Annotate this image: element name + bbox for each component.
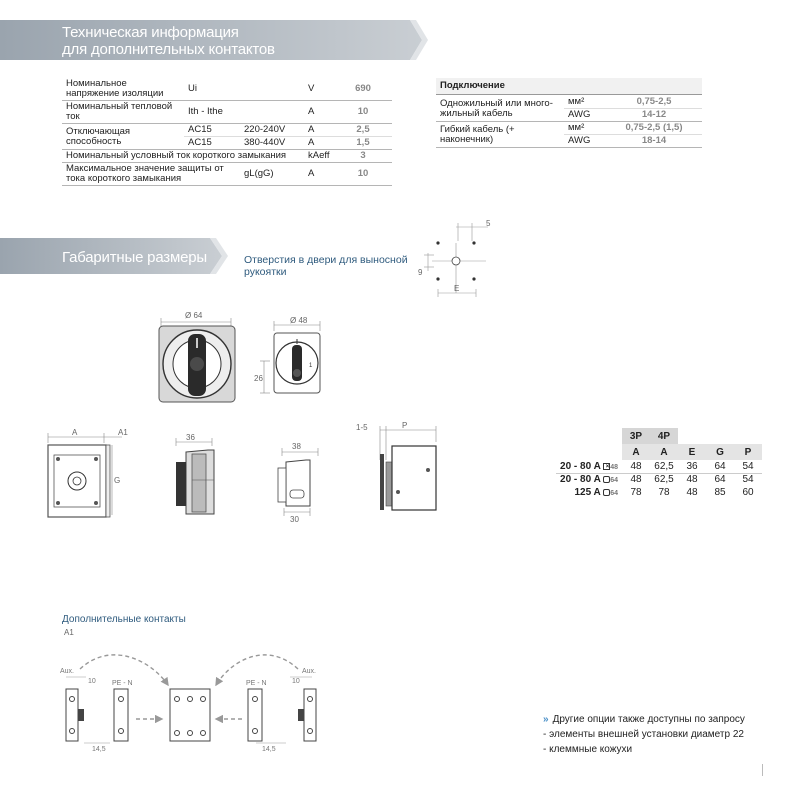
col-a-3p: A [632, 446, 640, 458]
aux-a1: A1 [64, 628, 74, 637]
label-w30: 30 [290, 515, 299, 523]
table-row [436, 122, 702, 135]
label-a1: A1 [118, 428, 128, 437]
door-hole-drawing [410, 215, 500, 300]
conn-value: 18-14 [606, 135, 702, 148]
hole-label-5: 5 [486, 219, 491, 228]
size-mark-icon: × [603, 463, 610, 470]
label-d64: Ø 64 [185, 311, 203, 320]
spec-unit: V [304, 78, 334, 101]
cell: 48 [686, 474, 698, 486]
spec-value: 3 [334, 150, 392, 163]
dims-title: Габаритные размеры [62, 249, 207, 266]
group-header-4p: 4P [650, 428, 678, 444]
tech-info-banner [0, 20, 430, 64]
dims-banner [0, 238, 230, 282]
size-label: 64 [610, 477, 618, 485]
spec-value: 10 [334, 163, 392, 186]
table-row [62, 163, 392, 186]
cell: 64 [714, 474, 726, 486]
dimension-table [556, 428, 762, 499]
cell: 36 [686, 460, 698, 472]
tech-title-line2: для дополнительных контактов [62, 41, 275, 58]
spec-symbol: Ith - Ithe [184, 101, 240, 124]
table-row [556, 473, 762, 486]
conn-unit: мм² [564, 122, 606, 135]
spec-unit: A [304, 124, 334, 137]
cell: 62,5 [654, 474, 674, 486]
conn-unit: мм² [564, 96, 606, 109]
aux-label-left: Aux. [60, 668, 75, 675]
row-label: 20 - 80 A [560, 474, 601, 486]
aux-label-right: Aux. [302, 668, 317, 675]
mark-one: 1 [309, 363, 313, 369]
row-label: 20 - 80 A [560, 460, 601, 472]
spec-cond [240, 101, 304, 124]
spec-label: Отключающая способность [62, 124, 184, 150]
note-line-3: - клеммные кожухи [543, 744, 633, 755]
label-g: G [114, 476, 121, 485]
table-row [556, 444, 762, 460]
hole-caption-2: рукоятки [244, 266, 287, 278]
conn-value: 0,75-2,5 [606, 96, 702, 109]
conn-unit: AWG [564, 109, 606, 122]
pen-label-left: PE - N [112, 680, 133, 687]
label-a: A [72, 428, 78, 437]
row-name [556, 460, 622, 473]
col-e: E [688, 446, 696, 458]
spec-symbol: AC15 [184, 124, 240, 137]
note-line-2: - элементы внешней установки диаметр 22 [543, 729, 744, 740]
cell: 64 [714, 460, 726, 472]
cell: 62,5 [654, 460, 674, 472]
row-name [556, 486, 622, 499]
aux-title: Дополнительные контакты [62, 614, 186, 625]
size-label: 48 [610, 463, 618, 471]
pen-label-right: PE - N [246, 680, 267, 687]
table-row [62, 150, 392, 163]
cell: 85 [714, 487, 726, 498]
group-header-3p: 3P [622, 428, 650, 444]
table-row [62, 78, 392, 101]
ten-left: 10 [88, 678, 96, 685]
table-row [556, 428, 762, 444]
front-view-64 [155, 308, 245, 403]
table-row [62, 101, 392, 124]
connection-title: Подключение [436, 78, 702, 95]
cell: 60 [742, 487, 754, 498]
cell: 48 [630, 460, 642, 472]
label-h26: 26 [254, 374, 263, 383]
label-w36: 36 [186, 433, 195, 442]
spec-symbol: AC15 [184, 137, 240, 150]
side-mount-view [350, 420, 445, 520]
spec-unit: A [304, 163, 334, 186]
ten-right: 10 [292, 678, 300, 685]
cell: 48 [630, 474, 642, 486]
label-r15: 1-5 [356, 423, 368, 432]
fourteen-left: 14,5 [92, 746, 106, 753]
table-row [556, 486, 762, 499]
hole-label-9: 9 [418, 268, 423, 277]
chevron-right-icon: » [543, 714, 549, 725]
side-view-64 [170, 430, 230, 520]
table-row [62, 124, 392, 137]
conn-value: 14-12 [606, 109, 702, 122]
spec-value: 690 [334, 78, 392, 101]
switch-body-front [40, 425, 140, 520]
side-view-48 [270, 438, 330, 523]
label-p: P [402, 421, 408, 430]
aux-contacts-drawing [50, 645, 340, 760]
spec-cond: 380-440V [240, 137, 304, 150]
fourteen-right: 14,5 [262, 746, 276, 753]
table-row [556, 460, 762, 473]
spec-table [62, 78, 392, 186]
note-text-1: Другие опции также доступны по запросу [552, 714, 745, 725]
spec-cond [240, 78, 304, 101]
front-view-48 [254, 315, 334, 400]
spec-label: Номинальный тепловой ток [62, 101, 184, 124]
spec-cond: 220-240V [240, 124, 304, 137]
cell: 78 [658, 487, 670, 498]
conn-label: Одножильный или много-жильный кабель [436, 96, 564, 122]
cell: 48 [686, 487, 698, 498]
hole-label-e: E [454, 284, 460, 293]
conn-unit: AWG [564, 135, 606, 148]
table-row [436, 96, 702, 109]
spec-symbol: Ui [184, 78, 240, 101]
conn-label: Гибкий кабель (+ наконечник) [436, 122, 564, 148]
cell: 78 [630, 487, 642, 498]
size-label: 64 [610, 490, 618, 497]
row-name [556, 473, 622, 486]
page-divider [762, 764, 763, 776]
col-p: P [744, 446, 752, 458]
spec-value: 2,5 [334, 124, 392, 137]
col-g: G [716, 446, 724, 458]
label-d48: Ø 48 [290, 316, 308, 325]
conn-value: 0,75-2,5 (1,5) [606, 122, 702, 135]
spec-label: Номинальное напряжение изоляции [62, 78, 184, 101]
connection-table [436, 96, 702, 148]
cell: 54 [742, 460, 754, 472]
spec-unit: A [304, 137, 334, 150]
spec-unit: kAeff [304, 150, 334, 163]
row-label: 125 A [574, 487, 601, 498]
spec-label: Номинальный условный ток короткого замыкания [62, 150, 304, 163]
spec-value: 1,5 [334, 137, 392, 150]
spec-unit: A [304, 101, 334, 124]
hole-caption-1: Отверстия в двери для выносной [244, 254, 408, 266]
spec-value: 10 [334, 101, 392, 124]
spec-cond: gL(gG) [240, 163, 304, 186]
cell: 54 [742, 474, 754, 486]
tech-title-line1: Техническая информация [62, 24, 239, 41]
note-line-1 [543, 714, 745, 725]
label-w38: 38 [292, 442, 301, 451]
col-a-4p: A [660, 446, 668, 458]
spec-label: Максимальное значение защиты от тока короткого замыкания [62, 163, 240, 186]
